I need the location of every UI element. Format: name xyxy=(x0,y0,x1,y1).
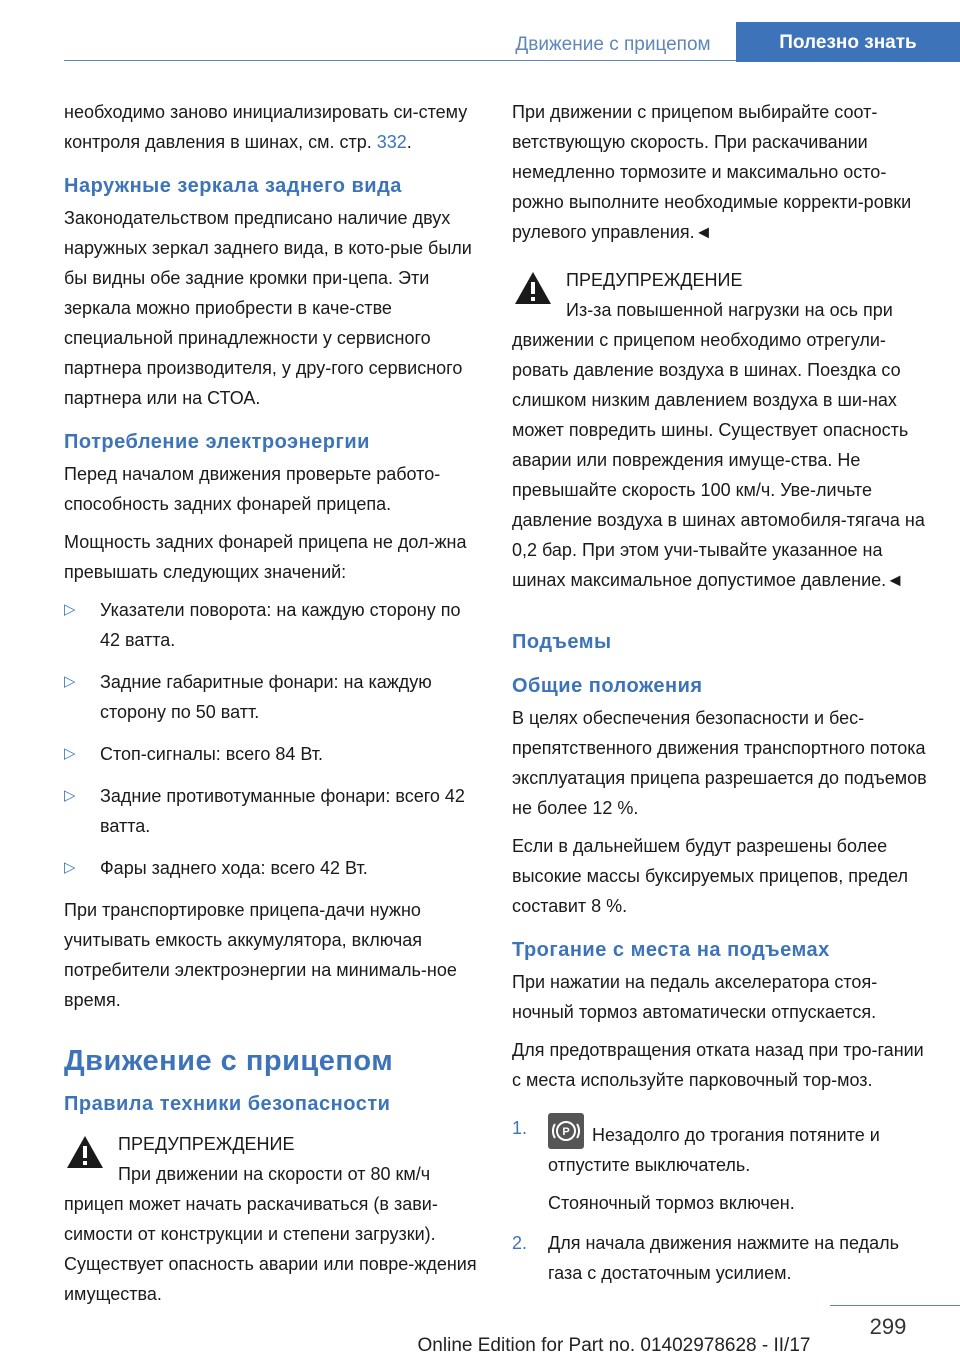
intro-paragraph: необходимо заново инициализировать си-стему контроля давления в шинах, см. стр. 332. xyxy=(64,102,468,152)
step-result: Стояночный тормоз включен. xyxy=(548,1193,795,1213)
triangle-bullet-icon: ▷ xyxy=(64,745,76,762)
header-section-tab[interactable]: Полезно знать xyxy=(736,22,960,62)
svg-text:P: P xyxy=(562,1126,570,1138)
list-item: ▷ Задние противотуманные фонари: всего 42 ватта. xyxy=(64,781,478,841)
warning-box xyxy=(64,1129,478,1309)
start-on-incline-heading: Трогание с места на подъемах xyxy=(512,939,830,961)
general-paragraph-2: Если в дальнейшем будут разрешены более высокие массы буксируемых прицепов, предел составит 8 %. xyxy=(512,836,908,916)
power-paragraph-2: Мощность задних фонарей прицепа не дол-жна превышать следующих значений: xyxy=(64,532,467,582)
step-number: 1. xyxy=(512,1118,528,1138)
lamp-power-list xyxy=(64,595,478,883)
header-chapter-title[interactable]: Движение с прицепом xyxy=(515,34,711,55)
triangle-bullet-icon: ▷ xyxy=(64,673,76,690)
triangle-bullet-icon: ▷ xyxy=(64,601,76,618)
right-column xyxy=(512,97,928,1298)
power-paragraph-3: При транспортировке прицепа-дачи нужно учитывать емкость аккумулятора, включая потребители электроэнергии на минималь-ное время. xyxy=(64,900,457,1010)
ascents-heading: Подъемы xyxy=(512,631,612,653)
warning-title: ПРЕДУПРЕЖДЕНИЕ xyxy=(566,270,743,290)
speed-paragraph: При движении с прицепом выбирайте соот-ветствующую скорость. При раскачивании немедленно тормозите и максимально осто-рожно выполните необходимые корректи-ровки рулевого управления.◄ xyxy=(512,102,912,242)
left-column xyxy=(64,97,478,1319)
warning-triangle-icon xyxy=(514,271,552,305)
general-paragraph-1: В целях обеспечения безопасности и бес-препятственного движения транспортного потока эксплуатация прицепа разрешается до подъемов не более 12 %. xyxy=(512,708,927,818)
warning-text: При движении на скорости от 80 км/ч прицеп может начать раскачиваться (в зави-симости от конструкции и степени загрузки). Существует опасность аварии или повре-ждения имущества. xyxy=(64,1164,477,1304)
list-item: ▷ Стоп-сигналы: всего 84 Вт. xyxy=(64,739,478,769)
general-heading: Общие положения xyxy=(512,675,703,697)
page-reference-link[interactable]: 332 xyxy=(376,132,407,152)
list-item: ▷ Указатели поворота: на каждую сторону по 42 ватта. xyxy=(64,595,478,655)
mirrors-paragraph: Законодательством предписано наличие двух наружных зеркал заднего вида, в кото-рые были бы видны обе задние кромки при-цепа. Эти зеркала можно приобрести в каче-стве специальной принадлежности у сервисного партнера производителя, у дру-гого сервисного партнера или на СТОА. xyxy=(64,208,472,408)
list-item: 1. P Незадолго до трогания потяните и отпустите выключатель. Стояночный тормоз включен. xyxy=(512,1113,928,1218)
steps-list xyxy=(512,1113,928,1288)
power-paragraph-1: Перед началом движения проверьте работо-способность задних фонарей прицепа. xyxy=(64,464,441,514)
mirrors-heading: Наружные зеркала заднего вида xyxy=(64,175,402,197)
step-number: 2. xyxy=(512,1233,528,1253)
warning-triangle-icon xyxy=(66,1135,104,1169)
list-item: ▷ Задние габаритные фонари: на каждую сторону по 50 ватт. xyxy=(64,667,478,727)
parking-brake-icon xyxy=(548,1113,584,1149)
warning-title: ПРЕДУПРЕЖДЕНИЕ xyxy=(118,1134,295,1154)
triangle-bullet-icon: ▷ xyxy=(64,787,76,804)
power-heading: Потребление электроэнергии xyxy=(64,431,370,453)
triangle-bullet-icon: ▷ xyxy=(64,859,76,876)
start-paragraph-1: При нажатии на педаль акселератора стоя-ночный тормоз автоматически отпускается. xyxy=(512,972,878,1022)
footer-rule xyxy=(830,1305,960,1306)
towing-chapter-heading: Движение с прицепом xyxy=(64,1045,394,1077)
page-number: 299 xyxy=(869,1314,907,1339)
warning-box xyxy=(512,265,928,595)
start-paragraph-2: Для предотвращения отката назад при тро-гании с места используйте парковочный тор-моз. xyxy=(512,1040,924,1090)
edition-footer: Online Edition for Part no. 01402978628 - II/17 xyxy=(417,1335,811,1356)
warning-text: Из-за повышенной нагрузки на ось при движении с прицепом необходимо отрегули-ровать давление воздуха в шинах. Поездка со слишком низким давлением воздуха в ши-нах может повредить шины. Существует опасность аварии или повреждения имуще-ства. Не превышайте скорость 100 км/ч. Уве-личьте давление воздуха в шинах автомобиля-тягача на 0,2 бар. При этом учи-тывайте указанное на шинах максимальное допустимое давление.◄ xyxy=(512,300,925,590)
list-item: ▷ Фары заднего хода: всего 42 Вт. xyxy=(64,853,478,883)
safety-heading: Правила техники безопасности xyxy=(64,1093,391,1115)
list-item: 2. Для начала движения нажмите на педаль газа с достаточным усилием. xyxy=(512,1228,928,1288)
